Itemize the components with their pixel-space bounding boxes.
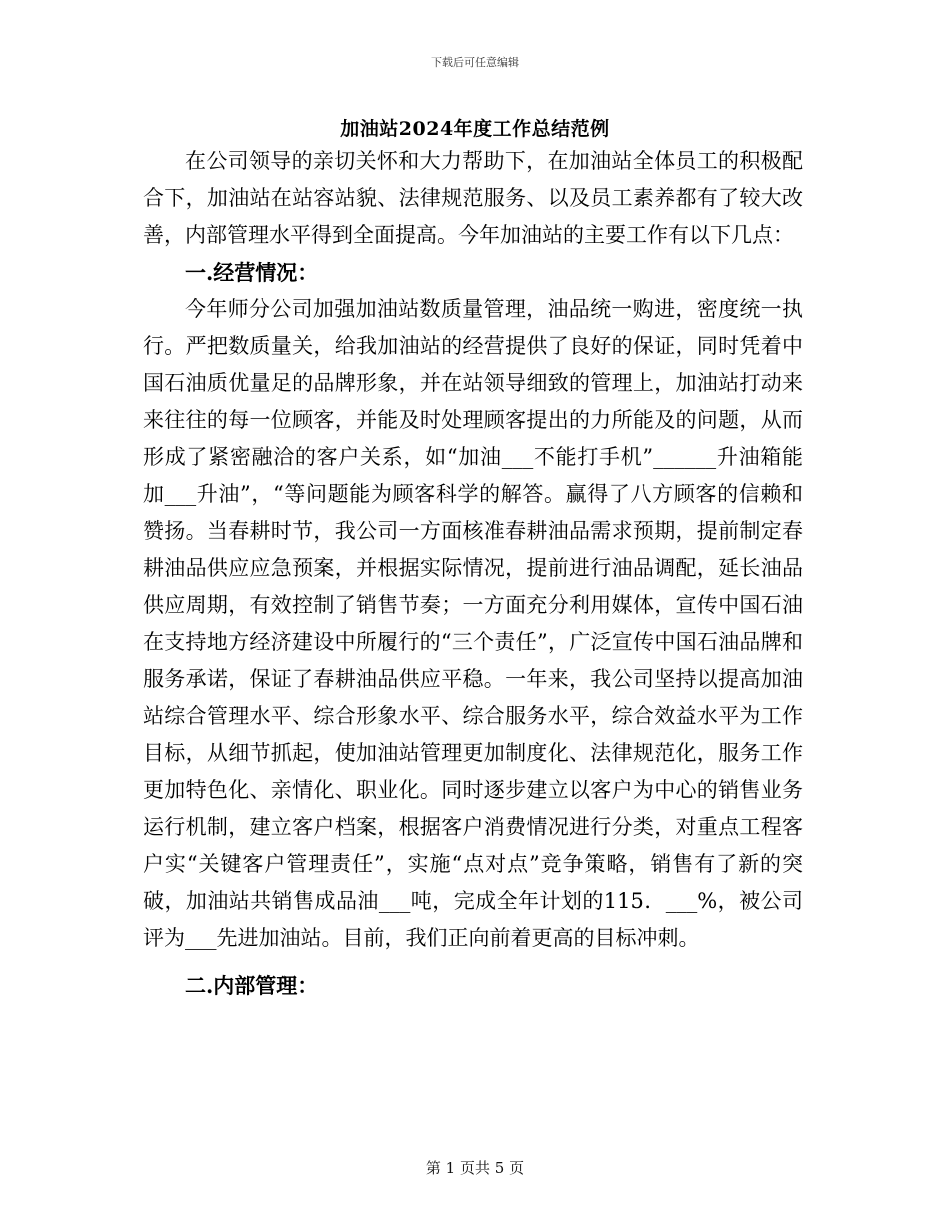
document-body: [143, 143, 803, 1004]
header-note: 下载后可任意编辑: [431, 56, 519, 69]
section-body-operations: 今年师分公司加强加油站数质量管理，油品统一购进，密度统一执行。严把数质量关，给我加油站的经营提供了良好的保证，同时凭着中国石油质优量足的品牌形象，并在站领导细致的管理上，加油站打动来来往往的每一位顾客，并能及时处理顾客提出的力所能及的问题，从而形成了紧密融洽的客户关系，如“加油___不能打手机”______升油箱能加___升油”，“等问题能为顾客科学的解答。赢得了八方顾客的信赖和赞扬。当春耕时节，我公司一方面核准春耕油品需求预期，提前制定春耕油品供应应急预案，并根据实际情况，提前进行油品调配，延长油品供应周期，有效控制了销售节奏；一方面充分利用媒体，宣传中国石油在支持地方经济建设中所履行的“三个责任”，广泛宣传中国石油品牌和服务承诺，保证了春耕油品供应平稳。一年来，我公司坚持以提高加油站综合管理水平、综合形象水平、综合服务水平，综合效益水平为工作目标，从细节抓起，使加油站管理更加制度化、法律规范化，服务工作更加特色化、亲情化、职业化。同时逐步建立以客户为中心的销售业务运行机制，建立客户档案，根据客户消费情况进行分类，对重点工程客户实“关键客户管理责任”，实施“点对点”竞争策略，销售有了新的突破，加油站共销售成品油___吨，完成全年计划的115．___%，被公司评为___先进加油站。目前，我们正向前着更高的目标冲刺。: [143, 297, 803, 950]
section-heading-internal-management: 二.内部管理：: [185, 973, 319, 998]
document-title: 加油站2024年度工作总结范例: [340, 118, 610, 140]
section-heading-operations: 一.经营情况：: [185, 260, 319, 285]
page-footer: 第 1 页共 5 页: [425, 1159, 525, 1177]
intro-paragraph: 在公司领导的亲切关怀和大力帮助下，在加油站全体员工的积极配合下，加油站在站容站貌、法律规范服务、以及员工素养都有了较大改善，内部管理水平得到全面提高。今年加油站的主要工作有以下几点：: [143, 149, 803, 247]
